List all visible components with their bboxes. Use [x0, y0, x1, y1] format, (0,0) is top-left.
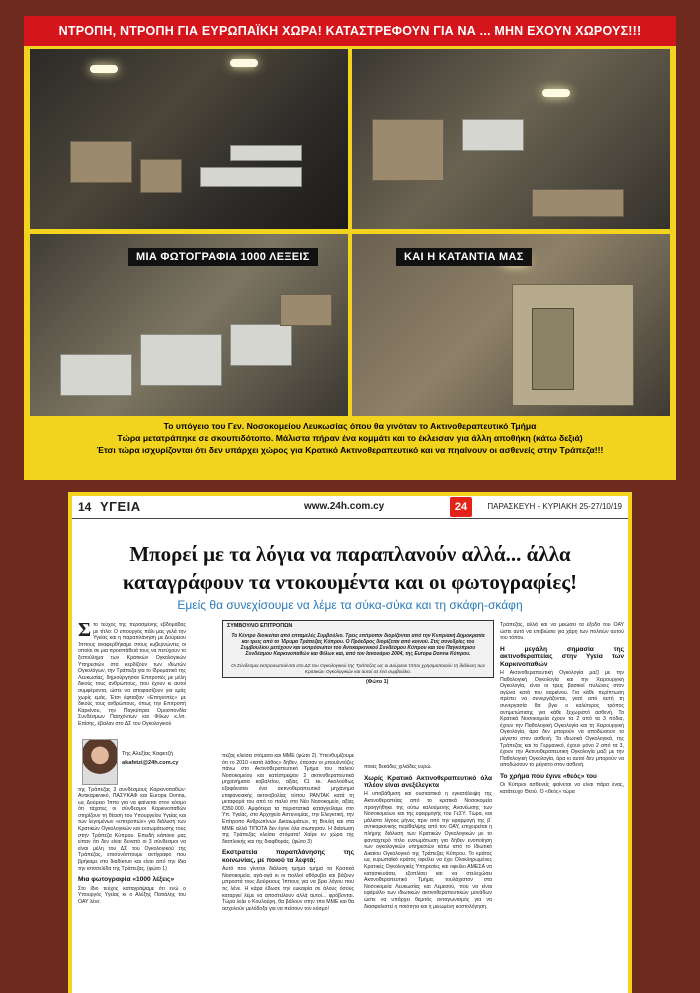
basement-photo-1: [30, 49, 348, 229]
headline-line: Μπορεί με τα λόγια να παραπλανούν αλλά... άλλα: [129, 542, 571, 566]
author-email: akafetzi@24h.com.cy: [122, 760, 179, 766]
photo-label-right: ΚΑΙ Η ΚΑΤΑΝΤΙΑ ΜΑΣ: [396, 248, 532, 266]
caption-line: Έτσι τώρα ισχυρίζονται ότι δεν υπάρχει χώρος για Κρατικό Ακτινοθεραπευτικό και να πηαίνουν οι ασθενείς στην Τράπεζα!!!: [96, 445, 604, 455]
section-title: ΥΓΕΙΑ: [100, 499, 141, 514]
box-note: Οι Σύνδεσμοι εκπροσωπούνται στο ΔΣ του Ογκολογικού της Τράπεζας ως οι Δούρειοι Ίπποι χρησιμοποιούν τη διάλυση των Κρατικών Ογκολογικών και αυτοί σε ένα συμβούλιο.: [231, 663, 485, 674]
column-text: Η Ακτινοθεραπευτική Ογκολογία μαζί με την Παθολογική Ογκολογία και την Χειρουργική Ογκολογία, είναι οι τρεις βασικοί πυλώνες στον αγώνα κατά του καρκίνου. Για κάθε περίπτωση πρέπει να συνεργάζονται, γιατί από αυτή τη συνεργασία θα βγει ο καλύτερος τρόπος αντιμετώπισης για κάθε ξεχωριστό ασθενή. Τα Κρατικά Νοσοκομεία έχουν τα 2 από τα 3 πόδια, έχουν την Παθολογική Ογκολογία και τη Χειρουργική Ογκολογία, άρα δεν μπορούν να αποδώσουν το μέγιστο στον ασθενή. Τα ιδιωτικά Ογκολογικά, της Τράπεζας και το Γερμανικό, έχουν μόνο 2 από τα 3, έχουν την Ακτινοθεραπευτική Ογκολογία μαζί με την Παθολογική Ογκολογία, άρα κι αυτοί δεν μπορούν να αποδώσουν το μέγιστο στον ασθενή.: [500, 670, 624, 769]
author-name: Της Αλεξίας Καφετζή: [122, 751, 173, 757]
upper-clipping: [24, 16, 676, 480]
author-avatar: [82, 739, 118, 785]
column-text: πεζας κλείσει στόματα και ΜΜΕ (φώτο 2). Υπενθυμίζουμε ότι το 2010 «κατά λάθος» δήθεν, έπεσαν οι μπουλντόζες πάνω στο Ακτινοθεραπευτικό Τμήμα του παλιού Νοσοκομείου και κατέστρεψαν 2 ακτινοθεραπευτικά μηχανήματα κοβαλτίου, αξίας €1 εκ. Ακολούθως εξαφάνισαν ένα ακτινοθεραπευτικό μηχάνημα επιφανειακής ακτινοβολίας τύπου PANTAK κατά τη μεταφορά του από το παλιό στο Νέο Νοσοκομείο, αξίας €350.000. Αμφότερα τα περιστατικά καταγγείλαμε στο Υπ. Υγείας, στο Αρχηγείο Αστυνομίας, την Ελεγκτική, την Επίτροπο Ανθρωπίνων Δικαιωμάτων, τη Βουλή και στα ΜΜΕ αλλά ΤΙΠΟΤΑ δεν έγινε όλα σιωπησαν. Η διάσωση της Τράπεζας κλείσει στόματα! Χαίρε εν χώρα της διαπλοκής και της διαφθοράς. (φώτο 3): [222, 753, 354, 845]
headline-banner: ΝΤΡΟΠΗ, ΝΤΡΟΠΗ ΓΙΑ ΕΥΡΩΠΑΪΚΗ ΧΩΡΑ! ΚΑΤΑΣΤΡΕΦΟΥΝ ΓΙΑ ΝΑ ... ΜΗΝ ΕΧΟΥΝ ΧΩΡΟΥΣ!!!: [24, 16, 676, 46]
author-block: [82, 739, 188, 789]
article-column-2: [222, 753, 354, 990]
article-subhead: Εμείς θα συνεχίσουμε να λέμε τα σύκα-σύκα και τη σκάφη-σκάφη: [177, 598, 523, 612]
article-column-3: [364, 764, 492, 990]
column-heading: Η μεγάλη σημασία της ακτινοθεραπείας στην Υγεία των Καρκινοπαθών: [500, 645, 624, 668]
column-text: Οι Κύπριοι ασθενείς φαίνεται να είναι πάρα ένας, κατάτευχο Θεού. Ο «θεός» τώρα: [500, 782, 624, 795]
caption-line: Το υπόγειο του Γεν. Νοσοκομείου Λευκωσίας όπου θα γινόταν το Ακτινοθεραπευτικό Τμήμα: [163, 421, 537, 431]
column-text: Αυτό που γίνεται διάλυση τμήμα τμήμα τα Κρατικά Νοσοκομεία, αγά-αγά κι οι πολλοί αθόρυβα και βάζουν μπροστά τους Δούρειους Ίππους για να βρει λόγου που τις λένε. Η κάρα έδωσε την ευκαιρία σε άλους όσους καταργεί λέμε να αποστείλουν αλλά αυτοί... φρόβονται. Τώρα λείει ο Κουλούρη, θα βάλουν στην τπα ΜΜΕ και θα ασχολούν μελόδοξα για να πείσουν τον κόσμο!: [222, 866, 354, 912]
dropcap: Σ: [78, 622, 92, 641]
photo-label-left: ΜΙΑ ΦΩΤΟΓΡΑΦΙΑ 1000 ΛΕΞΕΙΣ: [128, 248, 318, 266]
article-headline: [72, 540, 628, 596]
column-heading: Μια φωτογραφία «1000 λέξεις»: [78, 876, 175, 884]
box-title: ΣΥΜΒΟΥΛΙΟ ΕΠΙΤΡΟΠΩΝ: [227, 623, 293, 629]
caption-line: Τώρα μετατράπηκε σε σκουπιδότοπο. Μάλιστα πήραν ένα κομμάτι και το έκλεισαν για άλλη αποθήκη (κάτω δεξιά): [117, 433, 583, 443]
column-heading: Το χρήμα που έγινε «θεός» του: [500, 772, 597, 780]
column-text: το τεύχος της περασμένης εβδομάδας με τίτλο: Ο υπουργός πάλι μας γελά την Υγείας και η παραπλάνηση με Δούρειου Ίππους αναφερθήκαμε στους κυβερνώντες οι οποίοι σε μια προσπάθειά τους να πετύχουν το ξεπούλημα των Κρατικών Ογκολογικών Υπηρεσιών στα κερδίζουν των ιδιωτών Ογκολόγων, την Τράπεζα για το Ιδρυματικό της Λευκωσίας, δημιούργησαν Επιτροπές με μέλη δικούς τους ανθρώπους, που έχουν κι αυτοί συμφέροντα, ώστε να αποφασίζουν για εμάς χωρίς εμάς. Έτσι έφτιαξαν «Επιτροπές» με δικούς τους ανθρώπους, όπως την Επιτροπή Καρκίνου, την Παγκύπρια Ομοσπονδία Συνδέσμων Πασχόντων και Φίλων κ.λπ. Επίσης, έβαλαν στο ΔΣ του Ογκολογικού: [78, 622, 186, 727]
newspaper-logo: 24: [450, 497, 472, 517]
page-header: [72, 496, 628, 519]
column-text: Τράπεζας, αλλά και να μειώσει τα έξοδα του ΟΑΥ ώστε αυτό να επιβιώσει για χάρη των πολιτών αυτού του τόπου.: [500, 622, 624, 642]
column-text: Η υποβάθμιση και ουσιαστικά η εγκατάλειψη της Ακτινοθεραπείας από το κρατικά Νοσοκομεία προηγήθηκε της ούτω καλούμενης Ανανέωσης των Νοσοκομείων και της εφαρμογής του ΓεΣΥ. Τώρα, και μάλιστα λίγους μήνες πριν από την εφαρμογή της β΄ αντικαρκινικής περίθαλψης από τον ΟΑΥ, επιχειρείται η πλήρης διάλυση των Κρατικών Ογκολογικών με το φανταχτερό τίτλο ενσωμάτωση για δήθεν ενοποίηση των ογκολογικών υπηρεσιών κάτω από το Ιδιωτικό Δικαίου Ογκολογικό της Τράπεζας Κύπρου. Το κράτος ως ευρωπαϊκό κράτος οφείλει να έχει Ολοκληρωμένες Κρατικές Ογκολογικές Υπηρεσίες και οφείλει ΑΜΕΣΑ να κατασκευάσει, εξοπλίσει και να στελεχώσει Ακτινοθεραπευτικό Τμήμα, τουλάχιστον στα Νοσοκομεία Λευκωσίας και Λεμεσού, που να είναι εφάμιλλο των ιδιωτικών ακτινοθεραπευτικών μονάδων ώστε να υπάρχει θεμιτός ανταγωνισμός για να διασφαλιστεί η ποιότητα και η μειωμένη κοστολόγηση.: [364, 791, 492, 910]
article-column-1: [78, 622, 186, 990]
page-number: 14: [78, 500, 92, 514]
site-url: www.24h.com.cy: [304, 501, 385, 512]
column-text: της Τράπεζας 3 συνδέσμους Καρκινοπαθών: Αντικαρκινικό, ΠΑΣΥΚΑΦ και Europa Donna, ως Δούρειο Ίππο για να φαίνεται στον κόσμο ότι τάχατες οι σύνδεσμοι Καρκινοπαθών στηρίζουν τη θέαση του Υπουργείου Υγείας και των λεγομένων «επιτροπών» για διάλυση των Κρατικών Ογκολογικών και ενσωμάτωσης τους στην Τράπεζα Κύπρου. Επειδή κάποιοι μας είπαν ότι δεν είναι δυνατό οι 3 σύνδεσμοι να είναι μέλη του ΔΣ του Ογκολογικού της Τράπεζας, επισυνάπτουμε αντίγραφο που βρήκαμε στο διαδίκτυο και είναι από την ίδια την ιστοσελίδα της Τράπεζας. (φώτο 1): [78, 786, 186, 872]
column-text: Στο ίδιο τεύχος καταγράψαμε ότι ενώ ο Υπουργός Υγείας κι ο Αλέξης Πατιάλης του ΟΑΥ λένε: [78, 885, 186, 905]
basement-photo-2: [352, 49, 670, 229]
quoted-document-box: [222, 620, 494, 678]
column-text: ποιας δεκάδες χιλιάδες ευρώ.: [364, 764, 432, 770]
column-heading: Εκστρατεία παραπλάνησης της κοινωνίας, με ποιού τα λεφτά;: [222, 849, 354, 864]
issue-date: ΠΑΡΑΣΚΕΥΗ - ΚΥΡΙΑΚΗ 25-27/10/19: [487, 502, 622, 511]
box-body: Το Κέντρο διοικείται από επταμελές Συμβούλιο. Τρεις επίτροποι διορίζονται από την Κυπριακή Δημοκρατία και τρεις από το Ίδρυμα Τράπεζας Κύπρου. Ο Πρόεδρος διορίζεται από κοινού. Στις συνεδρίες του Συμβουλίου μετέχουν και εκπρόσωποι του Αντικαρκινικού Συνδέσμου Κύπρου και του Παγκύπριου Συνδέσμου Καρκινοπαθών και Φίλων και, από τον Ιανουάριο 2004, της Europa Donna Κύπρου.: [231, 633, 485, 657]
lower-clipping: [68, 492, 632, 993]
photo-caption: [30, 420, 670, 456]
headline-line: καταγράφουν τα ντοκουμέντα και οι φωτογραφίες!: [122, 570, 578, 594]
photo-reference: (Φώτο 1): [366, 679, 389, 685]
column-heading: Χωρίς Κρατικό Ακτινοθεραπευτικό όλα πλέον είναι ανεξέλεγκτα: [364, 774, 492, 789]
newspaper-page: [72, 496, 628, 993]
article-column-4: [500, 622, 624, 990]
